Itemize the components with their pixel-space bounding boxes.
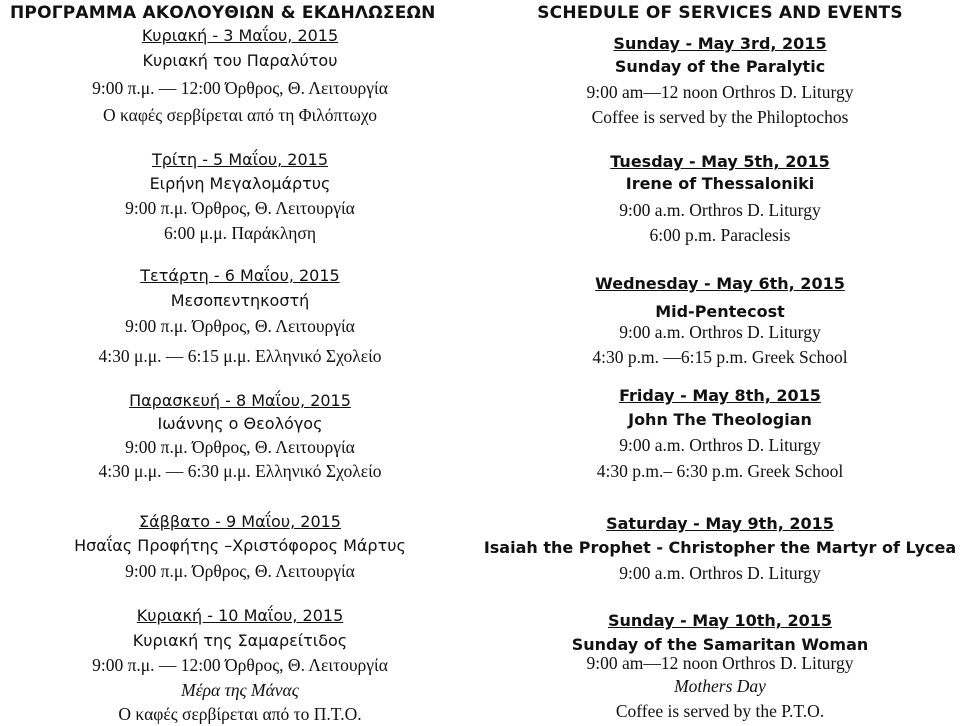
english-line-1-2: Coffee is served by the Philoptochos [591, 107, 849, 127]
english-line-2-1: 9:00 a.m. Orthros D. Liturgy [619, 200, 821, 220]
greek-line-1-1: 9:00 π.μ. — 12:00 Όρθρος, Θ. Λειτουργία [92, 78, 388, 98]
english-feast-3: Mid-Pentecost [655, 302, 785, 321]
greek-line-1-2: Ο καφές σερβίρεται από τη Φιλόπτωχο [102, 105, 378, 125]
greek-date-3: Τετάρτη - 6 Μαΐου, 2015 [140, 266, 340, 285]
greek-feast-1: Κυριακή του Παραλύτου [142, 51, 338, 70]
english-line-2-2: 6:00 p.m. Paraclesis [649, 225, 791, 245]
greek-line-6-1: 9:00 π.μ. — 12:00 Όρθρος, Θ. Λειτουργία [92, 655, 388, 675]
greek-line-5-1: 9:00 π.μ. Όρθρος, Θ. Λειτουργία [125, 561, 355, 581]
greek-line-6-2: Μέρα της Μάνας [181, 680, 299, 700]
english-date-3: Wednesday - May 6th, 2015 [595, 274, 845, 293]
greek-line-6-3: Ο καφές σερβίρεται από το Π.Τ.Ο. [118, 704, 362, 724]
english-line-3-2: 4:30 p.m. —6:15 p.m. Greek School [592, 347, 848, 367]
greek-date-5: Σάββατο - 9 Μαΐου, 2015 [139, 512, 341, 531]
greek-feast-2: Ειρήνη Μεγαλομάρτυς [149, 174, 331, 193]
greek-line-4-2: 4:30 μ.μ. — 6:30 μ.μ. Ελληνικό Σχολείο [98, 461, 382, 481]
english-feast-5: Isaiah the Prophet - Christopher the Martyr of Lycea [483, 538, 957, 557]
greek-date-4: Παρασκευή - 8 Μαΐου, 2015 [129, 391, 351, 410]
english-feast-6: Sunday of the Samaritan Woman [571, 635, 869, 654]
greek-title: ΠΡΟΓΡΑΜΜΑ ΑΚΟΛΟΥΘΙΩΝ & ΕΚΔΗΛΩΣΕΩΝ [10, 3, 436, 23]
english-line-5-1: 9:00 a.m. Orthros D. Liturgy [619, 563, 821, 583]
greek-line-2-1: 9:00 π.μ. Όρθρος, Θ. Λειτουργία [125, 198, 355, 218]
english-line-6-1: 9:00 am—12 noon Orthros D. Liturgy [586, 653, 854, 673]
english-line-6-3: Coffee is served by the P.T.O. [615, 701, 825, 721]
english-feast-4: John The Theologian [628, 410, 812, 429]
english-line-4-1: 9:00 a.m. Orthros D. Liturgy [619, 435, 821, 455]
english-line-3-1: 9:00 a.m. Orthros D. Liturgy [619, 322, 821, 342]
greek-line-3-2: 4:30 μ.μ. — 6:15 μ.μ. Ελληνικό Σχολείο [98, 346, 382, 366]
greek-date-1: Κυριακή - 3 Μαΐου, 2015 [141, 26, 339, 45]
greek-feast-5: Ησαΐας Προφήτης –Χριστόφορος Μάρτυς [74, 536, 406, 555]
greek-date-6: Κυριακή - 10 Μαΐου, 2015 [136, 606, 344, 625]
english-line-6-2: Mothers Day [674, 676, 766, 696]
english-date-6: Sunday - May 10th, 2015 [608, 611, 832, 630]
greek-date-2: Τρίτη - 5 Μαΐου, 2015 [151, 150, 329, 169]
english-date-2: Tuesday - May 5th, 2015 [610, 152, 830, 171]
greek-line-2-2: 6:00 μ.μ. Παράκληση [164, 223, 316, 243]
greek-feast-6: Κυριακή της Σαμαρείτιδος [132, 631, 348, 650]
english-date-1: Sunday - May 3rd, 2015 [613, 34, 827, 53]
greek-line-4-1: 9:00 π.μ. Όρθρος, Θ. Λειτουργία [125, 437, 355, 457]
english-column [480, 0, 960, 726]
english-date-4: Friday - May 8th, 2015 [619, 386, 821, 405]
greek-feast-3: Μεσοπεντηκοστή [170, 291, 310, 310]
english-feast-2: Irene of Thessaloniki [625, 174, 815, 193]
english-feast-1: Sunday of the Paralytic [614, 57, 826, 76]
english-line-4-2: 4:30 p.m.– 6:30 p.m. Greek School [596, 461, 844, 481]
english-title: SCHEDULE OF SERVICES AND EVENTS [537, 3, 903, 23]
english-date-5: Saturday - May 9th, 2015 [606, 514, 834, 533]
greek-feast-4: Ιωάννης ο Θεολόγος [157, 414, 323, 433]
greek-line-3-1: 9:00 π.μ. Όρθρος, Θ. Λειτουργία [125, 316, 355, 336]
english-line-1-1: 9:00 am—12 noon Orthros D. Liturgy [586, 82, 854, 102]
